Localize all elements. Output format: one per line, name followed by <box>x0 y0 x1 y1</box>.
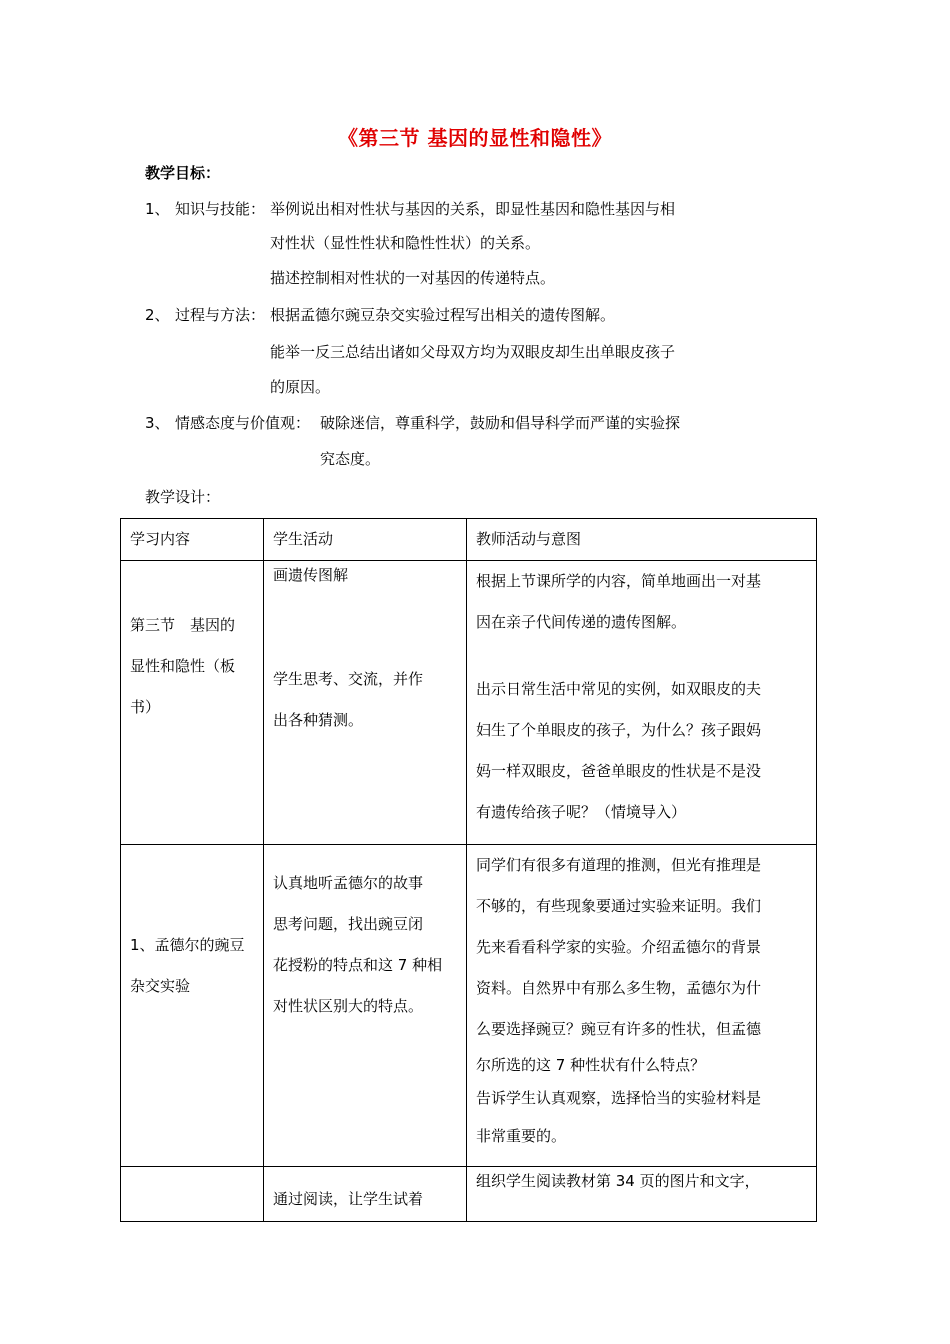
row-1-student-cell <box>264 561 467 845</box>
row-2-content-line-2: 杂交实验 <box>130 977 191 995</box>
row-3-content-cell <box>121 1167 264 1222</box>
row-2-teacher-line-6: 尔所选的这 7 种性状有什么特点？ <box>476 1056 706 1074</box>
table-row <box>121 845 817 1167</box>
row-2-teacher-line-8: 非常重要的。 <box>476 1127 567 1145</box>
teaching-design-table <box>120 518 817 1222</box>
row-1-content-line-3: 书） <box>130 698 161 716</box>
row-3-student-line-1: 通过阅读，让学生试着 <box>273 1190 424 1208</box>
row-2-teacher-line-7: 告诉学生认真观察，选择恰当的实验材料是 <box>476 1089 762 1107</box>
row-2-teacher-line-1: 同学们有很多有道理的推测，但光有推理是 <box>476 856 762 874</box>
objective-3-number: 3、 <box>145 414 170 432</box>
row-1-teacher-line-1: 根据上节课所学的内容，简单地画出一对基 <box>476 572 762 590</box>
row-2-student-line-2: 思考问题，找出豌豆闭 <box>273 915 424 933</box>
row-2-teacher-line-5: 么要选择豌豆？豌豆有许多的性状，但孟德 <box>476 1020 762 1038</box>
design-heading: 教学设计： <box>145 488 221 506</box>
row-1-teacher-line-5: 妈一样双眼皮，爸爸单眼皮的性状是不是没 <box>476 762 762 780</box>
objective-2-line-2: 能举一反三总结出诸如父母双方均为双眼皮却生出单眼皮孩子 <box>270 343 676 361</box>
row-1-teacher-cell <box>467 561 817 845</box>
row-2-student-line-3: 花授粉的特点和这 7 种相 <box>273 956 443 974</box>
table-row <box>121 561 817 845</box>
objective-2-label: 过程与方法： <box>175 306 266 324</box>
objective-3-label: 情感态度与价值观： <box>175 414 311 432</box>
table-header-row <box>121 519 817 561</box>
objective-2-line-3: 的原因。 <box>270 378 331 396</box>
row-1-student-line-2: 学生思考、交流，并作 <box>273 670 424 688</box>
objective-1-line-1: 举例说出相对性状与基因的关系，即显性基因和隐性基因与相 <box>270 200 676 218</box>
row-1-student-line-1: 画遗传图解 <box>273 566 349 584</box>
objective-2-line-1: 根据孟德尔豌豆杂交实验过程写出相关的遗传图解。 <box>270 306 616 324</box>
row-2-teacher-cell <box>467 845 817 1167</box>
row-2-student-line-1: 认真地听孟德尔的故事 <box>273 874 424 892</box>
row-3-teacher-line-1: 组织学生阅读教材第 34 页的图片和文字， <box>476 1172 760 1190</box>
row-2-teacher-line-4: 资料。自然界中有那么多生物，孟德尔为什 <box>476 979 762 997</box>
table-row <box>121 1167 817 1222</box>
objective-1-line-2: 对性状（显性性状和隐性性状）的关系。 <box>270 234 541 252</box>
row-1-content-line-2: 显性和隐性（板 <box>130 657 236 675</box>
row-2-content-cell <box>121 845 264 1167</box>
header-learning-content: 学习内容 <box>121 519 264 561</box>
row-1-teacher-line-3: 出示日常生活中常见的实例，如双眼皮的夫 <box>476 680 762 698</box>
header-teacher-activity: 教师活动与意图 <box>467 519 817 561</box>
row-2-content-line-1: 1、孟德尔的豌豆 <box>130 936 245 954</box>
page-title: 《第三节 基因的显性和隐性》 <box>338 126 612 150</box>
row-1-teacher-line-4: 妇生了个单眼皮的孩子，为什么？孩子跟妈 <box>476 721 762 739</box>
row-2-teacher-line-3: 先来看看科学家的实验。介绍孟德尔的背景 <box>476 938 762 956</box>
row-3-student-cell <box>264 1167 467 1222</box>
objective-1-line-3: 描述控制相对性状的一对基因的传递特点。 <box>270 269 556 287</box>
row-1-content-line-1: 第三节 基因的 <box>130 616 236 634</box>
objectives-heading: 教学目标： <box>145 164 221 182</box>
row-1-teacher-line-6: 有遗传给孩子呢？（情境导入） <box>476 803 687 821</box>
header-student-activity: 学生活动 <box>264 519 467 561</box>
objective-1-label: 知识与技能： <box>175 200 266 218</box>
row-1-content-cell <box>121 561 264 845</box>
row-3-teacher-cell <box>467 1167 817 1222</box>
objective-2-number: 2、 <box>145 306 170 324</box>
row-2-teacher-line-2: 不够的，有些现象要通过实验来证明。我们 <box>476 897 762 915</box>
objective-1-number: 1、 <box>145 200 170 218</box>
objective-3-line-2: 究态度。 <box>320 450 381 468</box>
row-1-student-line-3: 出各种猜测。 <box>273 711 364 729</box>
row-2-student-cell <box>264 845 467 1167</box>
objective-3-line-1: 破除迷信，尊重科学，鼓励和倡导科学而严谨的实验探 <box>320 414 681 432</box>
row-2-student-line-4: 对性状区别大的特点。 <box>273 997 424 1015</box>
row-1-teacher-line-2: 因在亲子代间传递的遗传图解。 <box>476 613 687 631</box>
